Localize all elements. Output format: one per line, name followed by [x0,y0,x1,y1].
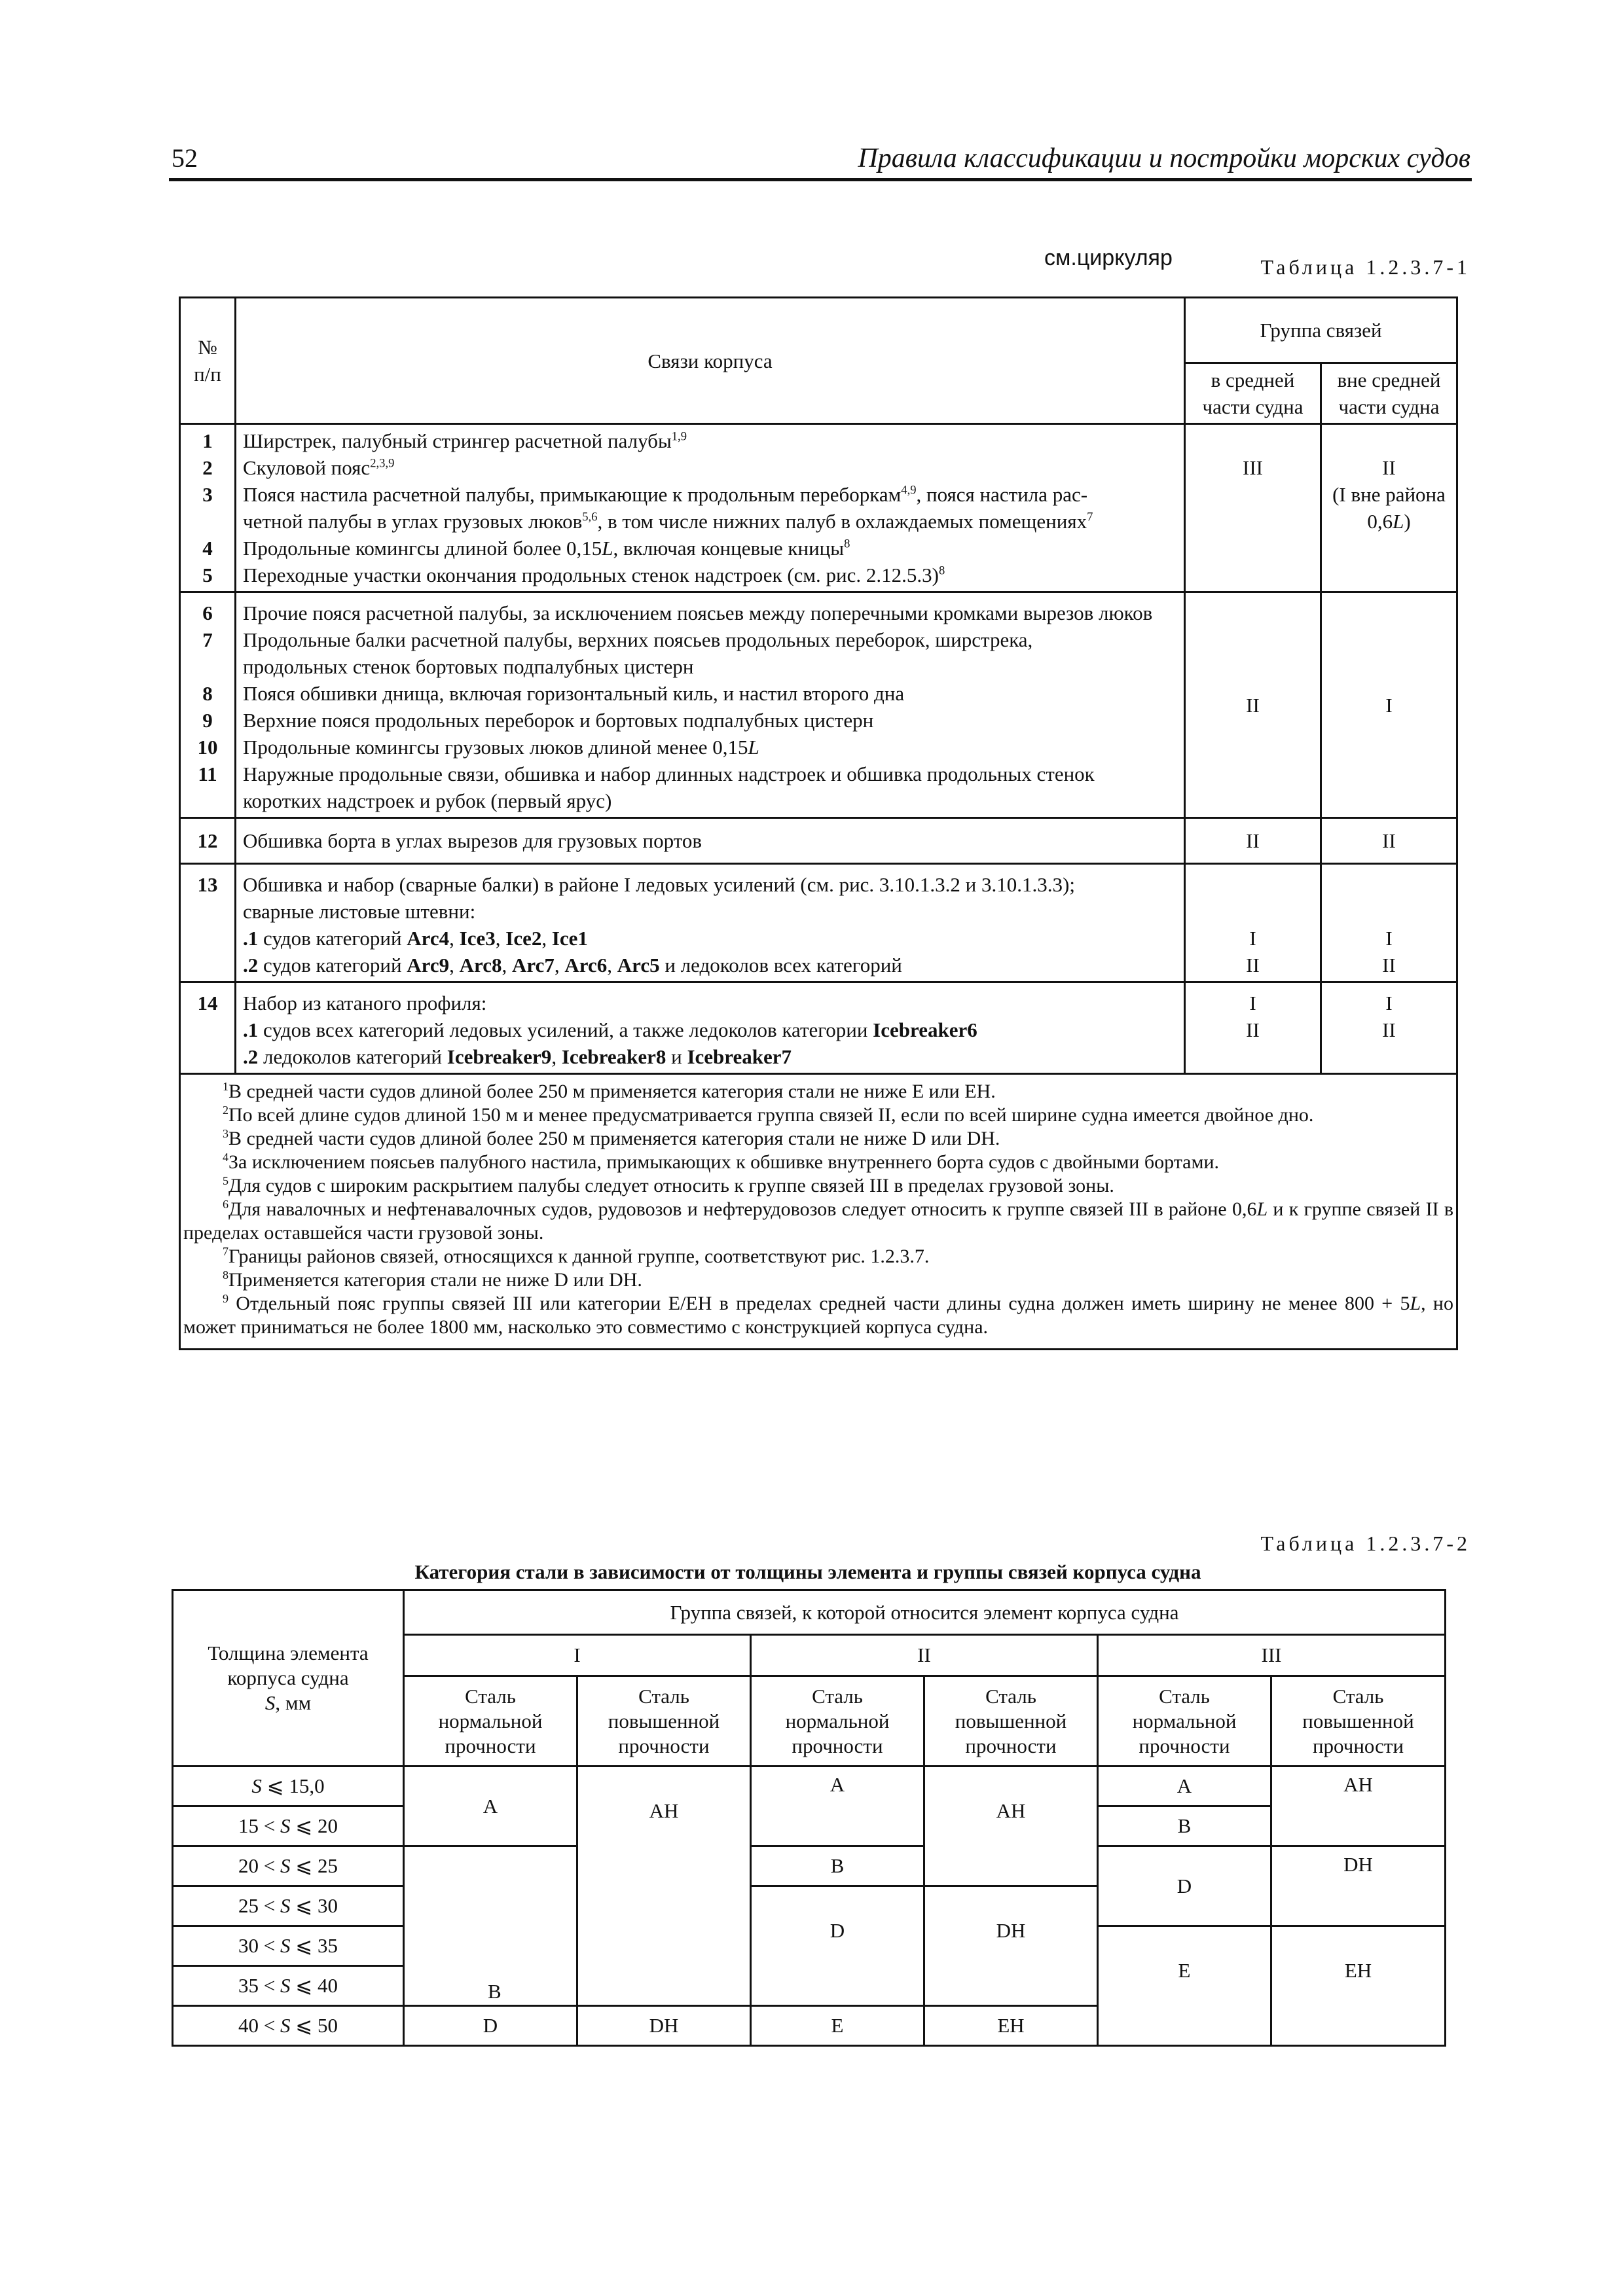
row-description: Обшивка и набор (сварные балки) в районе I ледовых усилений (см. рис. 3.10.1.3.2 и 3.10.1.3.3); сварные листовые штевни: .1 судов категорий Arc4, Ice3, Ice2, Ice1 .2 судов категорий Arc9, Arc8, Arc7, Arc6, Arc5 и ледоколов всех категорий [236,864,1185,982]
table1-caption: Таблица 1.2.3.7-1 [1260,255,1470,279]
row-number: 13 [180,864,236,982]
table-row [173,1767,1446,1806]
row-numbers: 1 2 3 4 5 [180,424,236,592]
group-out-cell: I [1321,592,1457,818]
footnote-1: $^1$В средней части судов длиной более 250 м применяется категория стали не ниже E или EH. [223,1080,996,1102]
page-number: 52 [172,143,198,173]
header-group-mid: в средней части судна [1185,363,1321,424]
group-header: Группа связей, к которой относится элемент корпуса судна [404,1590,1446,1635]
footnote-9: $^9$ Отдельный пояс группы связей III или категории E/EH в пределах средней части длины судна должен иметь ширину не менее 800 + 5L, но может приниматься не более 1800 мм, насколько это совместимо с конструкцией корпуса судна. [183,1292,1453,1338]
grade-cell: B [1098,1806,1271,1846]
group-out-cell: I II [1321,864,1457,982]
row-description: Прочие пояся расчетной палубы, за исключением поясьев между поперечными кромками вырезов люков Продольные балки расчетной палубы, верхних поясьев продольных переборок, ширстрека, продольных стенок бортовых подпалубных цистерн Пояся обшивки днища, включая горизонтальный киль, и настил второго дна Верхние пояся продольных переборок и бортовых подпалубных цистерн Продольные комингсы грузовых люков длиной менее 0,15L Наружные продольные связи, обшивка и набор длинных надстроек и обшивка продольных стенок коротких надстроек и рубок (первый ярус) [236,592,1185,818]
running-title: Правила классификации и постройки морских судов [858,143,1470,173]
table-row [173,1846,1446,1886]
thickness-header: Толщина элемента корпуса судна S, мм [173,1590,404,1767]
grade-label-g1n-b: B [488,1980,501,2003]
group-III-header: III [1098,1635,1446,1676]
thickness-range: 25 < S ⩽ 30 [173,1886,404,1926]
header-num: № п/п [180,298,236,424]
grade-cell: B [751,1846,924,1886]
footnotes [180,1074,1457,1350]
row-description: Обшивка борта в углах вырезов для грузовых портов [236,818,1185,864]
footnote-3: $^3$В средней части судов длиной более 250 м применяется категория стали не ниже D или DH. [223,1127,1000,1149]
thickness-range: 30 < S ⩽ 35 [173,1926,404,1966]
table-row [180,982,1457,1074]
thickness-range: S ⩽ 15,0 [173,1767,404,1806]
group-I-header: I [404,1635,751,1676]
group-mid-cell: II [1185,592,1321,818]
hull-members-table [179,296,1458,1350]
table-row [180,864,1457,982]
thickness-range: 40 < S ⩽ 50 [173,2006,404,2046]
grade-cell: AH [1271,1767,1446,1846]
footnote-8: $^8$Применяется категория стали не ниже D или DH. [223,1268,642,1291]
footnote-5: $^5$Для судов с широким раскрытием палубы следует относить к группе связей III в пределах грузовой зоны. [223,1174,1114,1196]
footnote-4: $^4$За исключением поясьев палубного настила, примыкающих к обшивке внутреннего борта судов с двойными бортами. [223,1151,1220,1173]
grade-cell: EH [1271,1926,1446,2046]
thickness-range: 35 < S ⩽ 40 [173,1966,404,2006]
grade-cell: DH [577,2006,751,2046]
footnote-7: $^7$Границы районов связей, относящихся к данной группе, соответствуют рис. 1.2.3.7. [223,1245,930,1267]
grade-cell: AH [924,1767,1098,1886]
header-group: Группа связей [1185,298,1457,363]
header-members: Связи корпуса [236,298,1185,424]
row-number: 12 [180,818,236,864]
grade-cell: DH [1271,1846,1446,1926]
grade-cell: EH [924,2006,1098,2046]
table-row [180,424,1457,592]
normal-strength-header: Сталь нормальной прочности [404,1676,577,1767]
row-description: Ширстрек, палубный стрингер расчетной палубы$^{1,9}$ Скуловой пояс$^{2,3,9}$ Пояся настила расчетной палубы, примыкающие к продольным переборкам$^{4,9}$, пояся настила рас- четной палубы в углах грузовых люков$^{5,6}$, в том числе нижних палуб в охлаждаемых помещениях$^7$ Продольные комингсы длиной более 0,15L, включая концевые кницы$^8$ Переходные участки окончания продольных стенок надстроек (см. рис. 2.12.5.3)$^8$ [236,424,1185,592]
grade-cell: E [751,2006,924,2046]
footnote-6: $^6$Для навалочных и нефтенавалочных судов, рудовозов и нефтерудовозов следует относить к группе связей III в районе 0,6L и к группе связей II в пределах оставшейся части грузовой зоны. [183,1198,1453,1244]
grade-cell: A [404,1767,577,1846]
grade-cell: AH [577,1767,751,2006]
thickness-range: 15 < S ⩽ 20 [173,1806,404,1846]
high-strength-header: Сталь повышенной прочности [577,1676,751,1767]
circular-note: см.циркуляр [1044,245,1173,270]
header-group-out: вне средней части судна [1321,363,1457,424]
high-strength-header: Сталь повышенной прочности [924,1676,1098,1767]
group-mid-cell: I II [1185,864,1321,982]
grade-cell: E [1098,1926,1271,2046]
group-mid-cell: I II [1185,982,1321,1074]
table2-caption: Таблица 1.2.3.7-2 [1260,1532,1470,1555]
group-mid-cell: III [1185,424,1321,592]
normal-strength-header: Сталь нормальной прочности [1098,1676,1271,1767]
table2-title: Категория стали в зависимости от толщины элемента и группы связей корпуса судна [414,1560,1201,1583]
group-out-cell: II [1321,818,1457,864]
row-description: Набор из катаного профиля: .1 судов всех категорий ледовых усилений, а также ледоколов категории Icebreaker6 .2 ледоколов категорий Icebreaker9, Icebreaker8 и Icebreaker7 [236,982,1185,1074]
grade-cell: A [751,1767,924,1846]
normal-strength-header: Сталь нормальной прочности [751,1676,924,1767]
thickness-range: 20 < S ⩽ 25 [173,1846,404,1886]
grade-cell: D [404,2006,577,2046]
footnotes-row [180,1074,1457,1350]
grade-cell: DH [924,1886,1098,2006]
grade-cell: D [1098,1846,1271,1926]
row-numbers: 6 7 8 9 10 11 [180,592,236,818]
grade-cell: A [1098,1767,1271,1806]
high-strength-header: Сталь повышенной прочности [1271,1676,1446,1767]
group-out-cell: I II [1321,982,1457,1074]
group-out-cell: II (I вне района 0,6L) [1321,424,1457,592]
footnote-2: $^2$По всей длине судов длиной 150 м и менее предусматривается группа связей II, если по всей ширине судна имеется двойное дно. [223,1103,1314,1126]
group-II-header: II [751,1635,1098,1676]
header-rule [169,178,1472,181]
table-row [180,818,1457,864]
group-mid-cell: II [1185,818,1321,864]
row-number: 14 [180,982,236,1074]
grade-cell: D [751,1886,924,2006]
table-row [180,592,1457,818]
steel-category-table [172,1589,1446,2047]
